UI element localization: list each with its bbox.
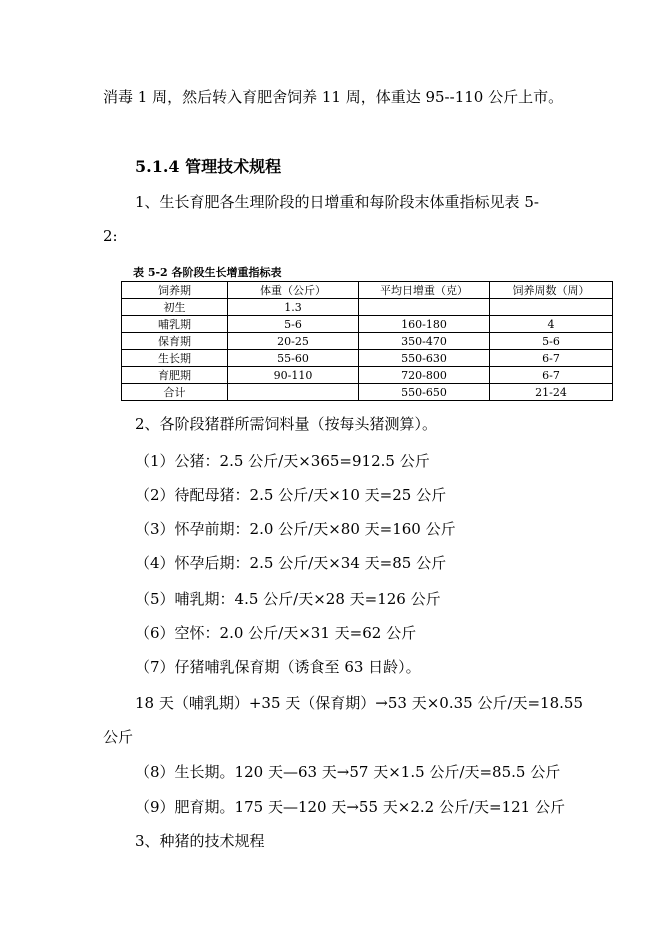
feed-item: （1）公猪：2.5 公斤/天×365=912.5 公斤 [135,452,430,470]
feed-item: （7）仔猪哺乳保育期（诱食至 63 日龄）。 [135,658,421,676]
growth-index-table [121,281,613,401]
table-cell: 保育期 [122,333,228,350]
paragraph-2: 2、各阶段猪群所需饲料量（按每头猪测算）。 [135,415,438,433]
feed-item: （5）哺乳期：4.5 公斤/天×28 天=126 公斤 [135,590,441,608]
table-header-row [122,282,613,299]
table-cell [490,299,613,316]
table-caption: 表 5-2 各阶段生长增重指标表 [133,266,282,279]
table-header-cell: 饲养期 [122,282,228,299]
table-cell: 55-60 [228,350,359,367]
table-cell: 6-7 [490,367,613,384]
feed-item: （4）怀孕后期：2.5 公斤/天×34 天=85 公斤 [135,554,447,572]
calc-line-1: 18 天（哺乳期）+35 天（保育期）→53 天×0.35 公斤/天=18.55 [135,694,584,712]
table-header-cell: 平均日增重（克） [359,282,490,299]
table-header-cell: 体重（公斤） [228,282,359,299]
table-cell [228,384,359,401]
table-cell: 5-6 [490,333,613,350]
table-cell: 350-470 [359,333,490,350]
table-row [122,316,613,333]
feed-item: （2）待配母猪：2.5 公斤/天×10 天=25 公斤 [135,486,447,504]
paragraph-3: 3、种猪的技术规程 [135,832,265,850]
table-row [122,299,613,316]
table-row [122,350,613,367]
table-cell: 720-800 [359,367,490,384]
table-cell: 21-24 [490,384,613,401]
table-cell: 合计 [122,384,228,401]
section-heading: 5.1.4 管理技术规程 [135,157,282,176]
table-row [122,367,613,384]
table-row [122,384,613,401]
table-cell: 初生 [122,299,228,316]
feed-item-9: （9）肥育期。175 天—120 天→55 天×2.2 公斤/天=121 公斤 [135,798,565,816]
table-cell: 生长期 [122,350,228,367]
table-cell: 160-180 [359,316,490,333]
table-cell: 5-6 [228,316,359,333]
feed-item: （3）怀孕前期：2.0 公斤/天×80 天=160 公斤 [135,520,456,538]
table-header-cell: 饲养周数（周） [490,282,613,299]
table-row [122,333,613,350]
table-cell: 550-630 [359,350,490,367]
table-cell: 550-650 [359,384,490,401]
table-cell: 哺乳期 [122,316,228,333]
paragraph-1-line-2: 2: [103,227,118,245]
table-cell: 4 [490,316,613,333]
table-cell: 20-25 [228,333,359,350]
table-cell: 1.3 [228,299,359,316]
table-cell: 90-110 [228,367,359,384]
calc-line-2: 公斤 [103,728,134,746]
feed-item: （6）空怀：2.0 公斤/天×31 天=62 公斤 [135,624,417,642]
table-cell: 育肥期 [122,367,228,384]
table-cell: 6-7 [490,350,613,367]
paragraph-1-line-1: 1、生长育肥各生理阶段的日增重和每阶段末体重指标见表 5- [135,193,539,211]
intro-text: 消毒 1 周，然后转入育肥舍饲养 11 周，体重达 95--110 公斤上市。 [103,88,564,106]
feed-item-8: （8）生长期。120 天—63 天→57 天×1.5 公斤/天=85.5 公斤 [135,763,561,781]
table-cell [359,299,490,316]
